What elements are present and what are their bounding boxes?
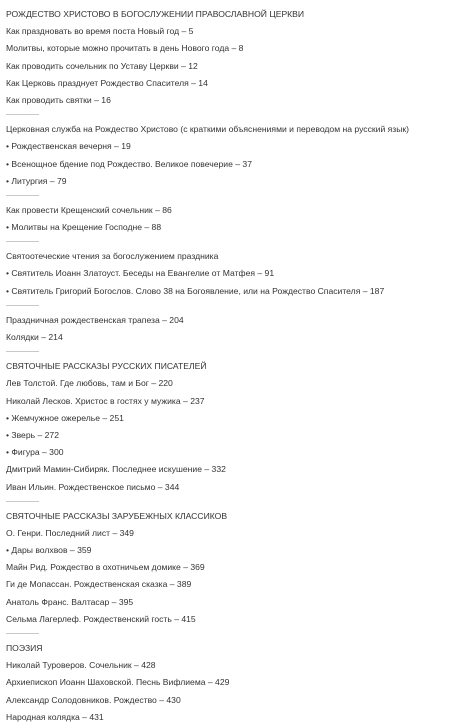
toc-entry: Анатоль Франс. Валтасар – 395 — [6, 596, 134, 607]
section-divider — [6, 109, 444, 121]
toc-section — [6, 508, 444, 628]
toc-entry: Николай Туроверов. Сочельник – 428 — [6, 660, 156, 671]
toc-entry: • Жемчужное ожерелье – 251 — [6, 412, 124, 423]
toc-entry: Молитвы, которые можно прочитать в день Нового года – 8 — [6, 43, 244, 54]
toc-entry: Архиепископ Иоанн Шаховской. Песнь Вифлиема – 429 — [6, 677, 230, 688]
toc-entry: • Всенощное бдение под Рождество. Великое повечерие – 37 — [6, 158, 252, 169]
section-divider — [6, 346, 444, 358]
toc-section — [6, 6, 444, 109]
toc-section — [6, 248, 444, 300]
toc-section — [6, 202, 444, 236]
toc-entry: Лев Толстой. Где любовь, там и Бог – 220 — [6, 378, 173, 389]
section-divider — [6, 496, 444, 508]
toc-entry: Дмитрий Мамин-Сибиряк. Последнее искушение – 332 — [6, 464, 226, 475]
section-divider — [6, 190, 444, 202]
toc-entry: Праздничная рождественская трапеза – 204 — [6, 314, 184, 325]
section-heading: РОЖДЕСТВО ХРИСТОВО В БОГОСЛУЖЕНИИ ПРАВОСЛАВНОЙ ЦЕРКВИ — [6, 9, 305, 19]
toc-entry: Колядки – 214 — [6, 332, 63, 342]
toc-entry: Иван Ильин. Рождественское письмо – 344 — [6, 481, 180, 492]
section-divider — [6, 300, 444, 312]
section-divider — [6, 236, 444, 248]
toc-entry: Святоотеческие чтения за богослужением праздника — [6, 251, 219, 262]
toc-entry: • Дары волхвов – 359 — [6, 545, 92, 556]
toc-entry: Как провести Крещенский сочельник – 86 — [6, 204, 172, 215]
section-divider — [6, 628, 444, 640]
toc-entry: Николай Лесков. Христос в гостях у мужика – 237 — [6, 395, 205, 406]
toc-entry: Ги де Мопассан. Рождественская сказка – 389 — [6, 579, 192, 590]
toc-entry: Майн Рид. Рождество в охотничьем домике – 369 — [6, 562, 205, 573]
toc-entry: • Молитвы на Крещение Господне – 88 — [6, 222, 162, 233]
toc-entry: Народная колядка – 431 — [6, 711, 104, 722]
toc-section — [6, 121, 444, 190]
section-heading: СВЯТОЧНЫЕ РАССКАЗЫ РУССКИХ ПИСАТЕЛЕЙ — [6, 361, 207, 372]
section-heading: ПОЭЗИЯ — [6, 643, 43, 653]
toc-entry: • Святитель Иоанн Златоуст. Беседы на Евангелие от Матфея – 91 — [6, 268, 275, 279]
toc-entry: Как проводить сочельник по Уставу Церкви – 12 — [6, 60, 198, 71]
toc-entry: • Рождественская вечерня – 19 — [6, 141, 131, 152]
toc-entry: • Зверь – 272 — [6, 429, 59, 440]
toc-entry: Как проводить святки – 16 — [6, 94, 111, 105]
toc-section — [6, 358, 444, 496]
toc-entry: • Литургия – 79 — [6, 175, 67, 186]
toc-entry: Как Церковь празднует Рождество Спасителя – 14 — [6, 77, 208, 88]
toc-entry: Александр Солодовников. Рождество – 430 — [6, 694, 181, 705]
section-heading: СВЯТОЧНЫЕ РАССКАЗЫ ЗАРУБЕЖНЫХ КЛАССИКОВ — [6, 510, 228, 521]
toc-entry: О. Генри. Последний лист – 349 — [6, 527, 134, 538]
toc-entry: Сельма Лагерлеф. Рождественский гость – 415 — [6, 613, 196, 624]
toc-entry: Как праздновать во время поста Новый год – 5 — [6, 26, 194, 37]
toc-entry: Церковная служба на Рождество Христово (с краткими объяснениями и переводом на русский язык) — [6, 124, 410, 135]
toc-entry: • Фигура – 300 — [6, 447, 64, 458]
toc-section — [6, 640, 444, 726]
toc-section — [6, 312, 444, 346]
toc-entry: • Святитель Григорий Богослов. Слово 38 на Богоявление, или на Рождество Спасителя – 187 — [6, 285, 385, 296]
